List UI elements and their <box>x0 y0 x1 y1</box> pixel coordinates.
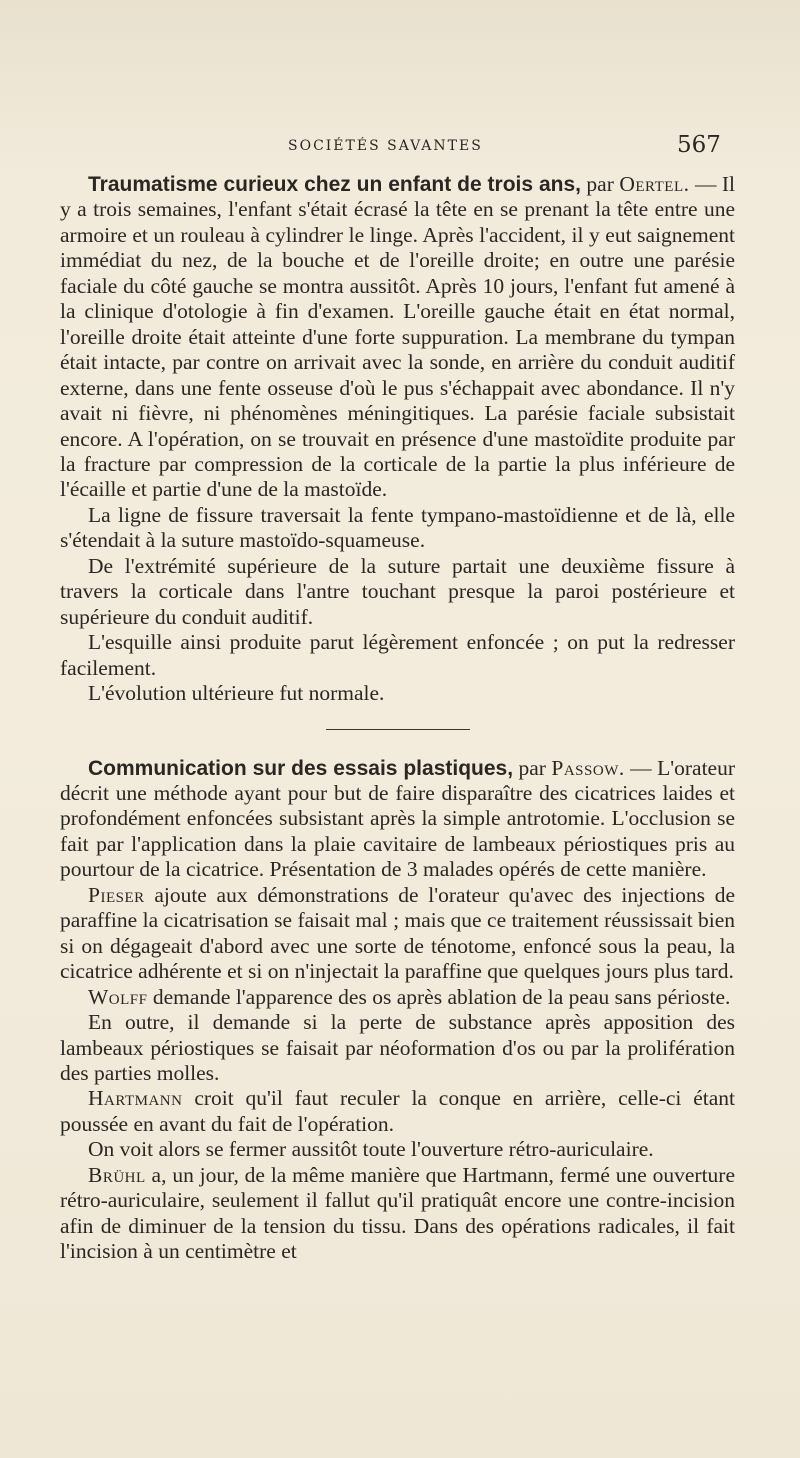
body-text <box>60 172 735 1265</box>
section-divider <box>326 729 470 730</box>
running-head <box>0 132 800 162</box>
speaker-name: Hartmann <box>88 1086 183 1111</box>
section2-paragraph-4: En outre, il demande si la perte de substance après apposition des lambeaux périostiques se faisait par néoformation d'os ou par la prolifération des parties molles. <box>60 1010 735 1085</box>
section2-text-1: — L'orateur décrit une méthode ayant pour but de faire disparaître des cicatrices laides et profondément enfoncées subsistant après la simple antrotomie. L'occlusion se fait par l'application dans la plaie cavitaire de lambeaux périostiques pris au pourtour de la cicatrice. Présentation de 3 malades opérés de cette manière. <box>60 755 735 882</box>
section1-paragraph-5: L'évolution ultérieure fut normale. <box>88 681 385 706</box>
section1-paragraph-3: De l'extrémité supérieure de la suture partait une deuxième fissure à travers la corticale dans l'antre touchant presque la paroi postérieure et supérieure du conduit auditif. <box>60 553 735 629</box>
section2-paragraph-6: On voit alors se fermer aussitôt toute l'ouverture rétro-auriculaire. <box>88 1137 654 1162</box>
page-number: 567 <box>677 132 721 158</box>
section2-text-7: a, un jour, de la même manière que Hartmann, fermé une ouverture rétro-auriculaire, seulement il fallut qu'il pratiquât encore une contre-incision afin de diminuer de la tension du tissu. Dans des opérations radicales, il fait l'incision à un centimètre et <box>60 1162 736 1264</box>
section1-heading: Traumatisme curieux chez un enfant de trois ans, <box>88 173 581 196</box>
speaker-name: Wolff <box>88 984 148 1009</box>
section1-paragraph-4: L'esquille ainsi produite parut légèrement enfoncée ; on put la redresser facilement. <box>60 630 735 680</box>
section2-paragraph-3 <box>60 985 735 1010</box>
section2-heading: Communication sur des essais plastiques, <box>88 756 514 780</box>
speaker-name: Brühl <box>88 1162 146 1187</box>
running-title: SOCIÉTÉS SAVANTES <box>288 138 483 154</box>
section2-text-5: croit qu'il faut reculer la conque en arrière, celle-ci étant poussée en avant du fait de l'opération. <box>60 1086 736 1136</box>
section2-text-3: demande l'apparence des os après ablation de la peau sans périoste. <box>152 984 731 1009</box>
section1-paragraph-1 <box>60 172 735 503</box>
section2-paragraph-1 <box>60 756 735 883</box>
section2-text-2: ajoute aux démonstrations de l'orateur qu'avec des injections de paraffine la cicatrisation se faisait mal ; mais que ce traitement réussissait bien si on dégageait d'abord avec une sorte de ténotome, enfoncé sous la peau, la cicatrice adhérente et si on n'injectait la paraffine que quelques jours plus tard. <box>60 882 735 984</box>
section2-paragraph-2 <box>60 883 735 985</box>
section1-by: par <box>586 172 614 196</box>
section1-author: Oertel. <box>619 172 690 196</box>
section1-paragraph-2: La ligne de fissure traversait la fente tympano-mastoïdienne et de là, elle s'étendait à la suture mastoïdo-squameuse. <box>60 502 735 553</box>
section1-text-1: — Il y a trois semaines, l'enfant s'était écrasé la tête en se prenant la tête entre une armoire et un rouleau à cylindrer le linge. Après l'accident, il y eut saignement immédiat du nez, de la bouche et de l'oreille droite; en outre une parésie faciale du côté gauche se montra aussitôt. Après 10 jours, l'enfant fut amené à la clinique d'otologie à fin d'examen. L'oreille gauche était en état normal, l'oreille droite était atteinte d'une forte suppuration. La membrane du tympan était intacte, par contre on arrivait avec la sonde, en arrière du conduit auditif externe, dans une fente osseuse d'où le pus s'échappait avec abondance. Il n'y avait ni fièvre, ni phénomènes méningitiques. La parésie faciale subsistait encore. A l'opération, on se trouvait en présence d'une mastoïdite produite par la fracture par compression de la corticale de la partie la plus inférieure de l'écaille et partie d'une de la mastoïde. <box>60 172 736 502</box>
speaker-name: Pieser <box>88 882 145 907</box>
section2-paragraph-7 <box>60 1163 735 1265</box>
section2-author: Passow. <box>551 755 625 780</box>
section2-by: par <box>518 755 546 780</box>
section2-paragraph-5 <box>60 1086 735 1137</box>
